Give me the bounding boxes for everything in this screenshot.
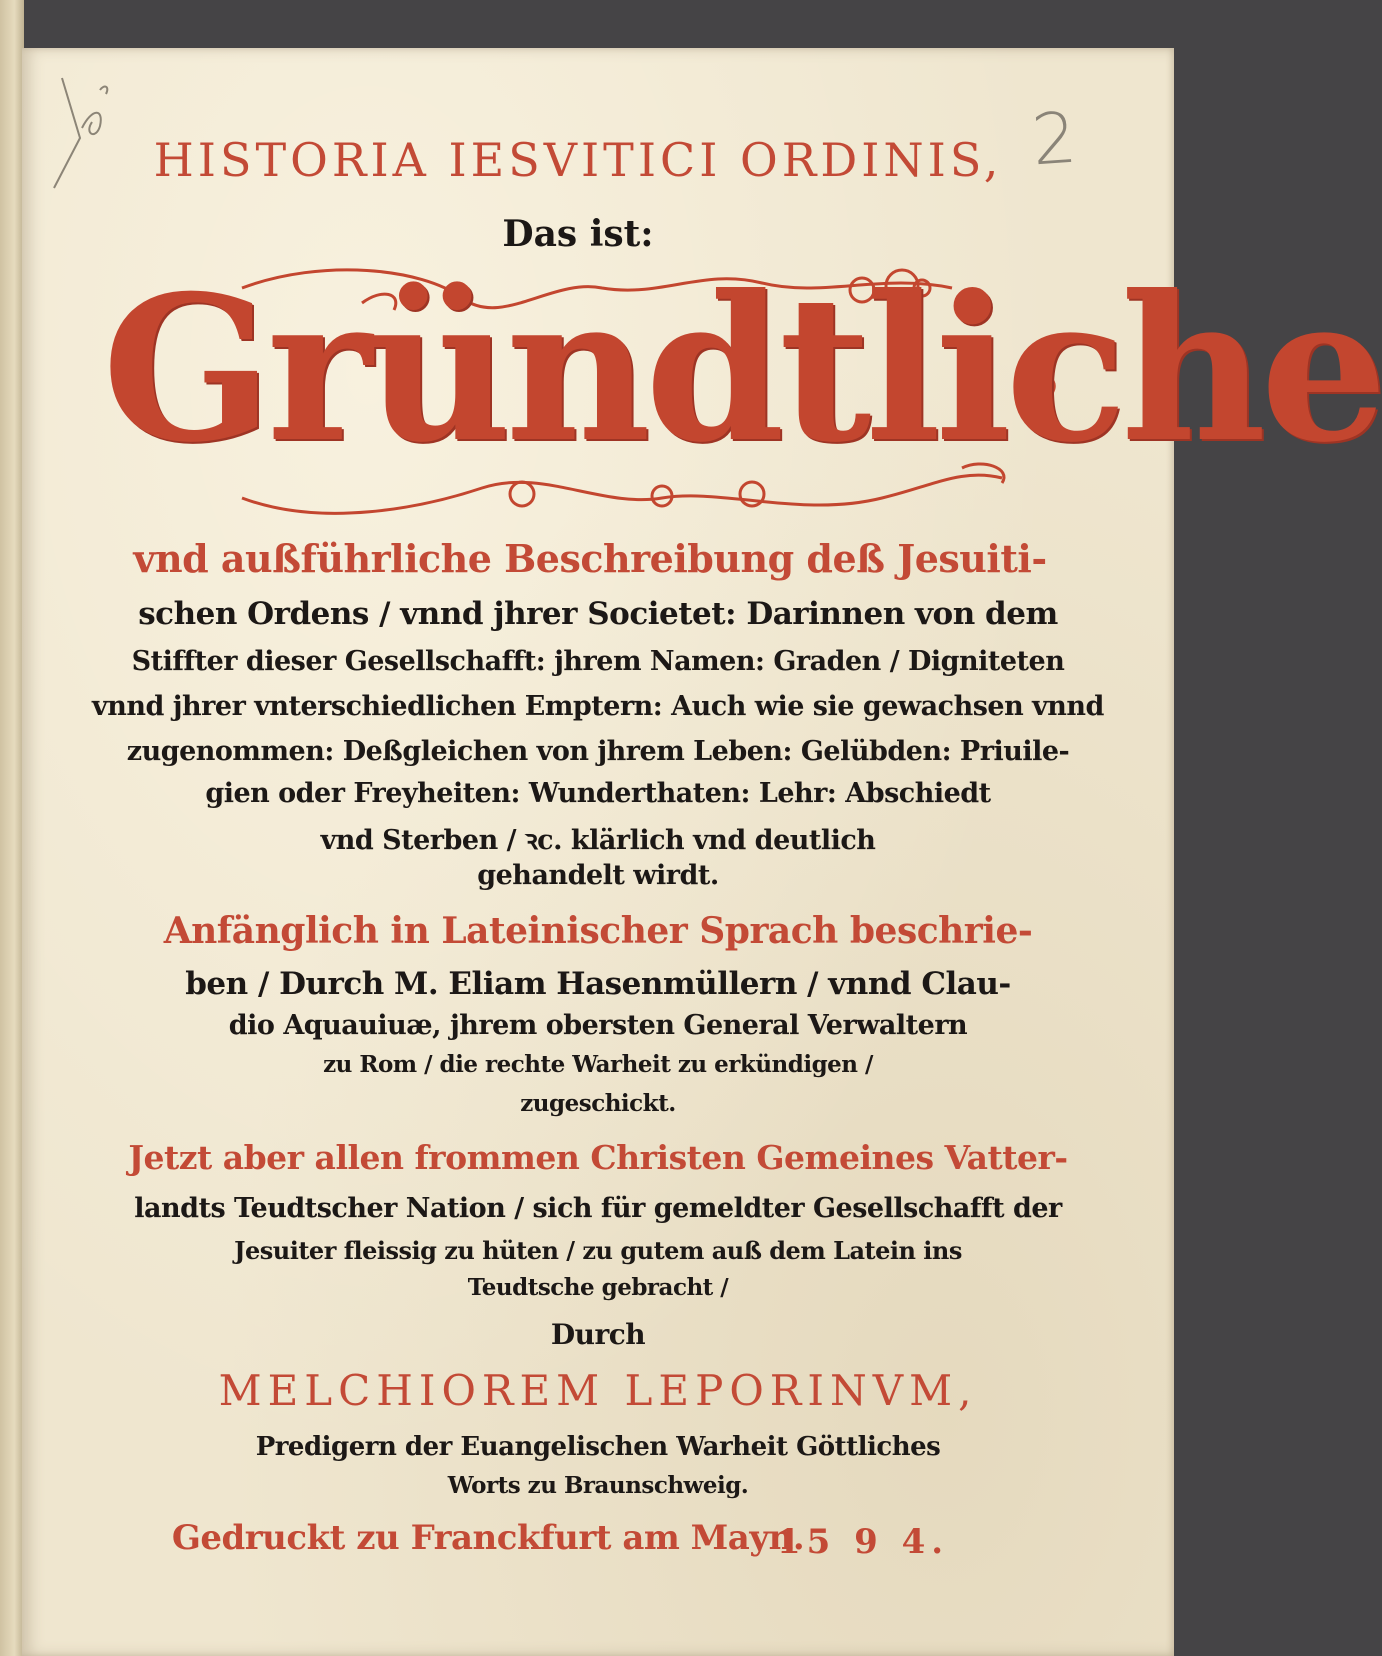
- das-ist-line: Das ist:: [502, 213, 654, 255]
- durch-line: Durch: [550, 1318, 646, 1351]
- description-line: gehandelt wirdt.: [477, 860, 719, 891]
- shelf-number-annotation: 2: [1029, 96, 1080, 182]
- origin-line: dio Aquauiuæ, jhrem obersten General Verwaltern: [228, 1010, 968, 1041]
- latin-title: HISTORIA IESVITICI ORDINIS,: [153, 133, 1003, 187]
- imprint-red-line: Gedruckt zu Franckfurt am Mayn.: [171, 1518, 805, 1558]
- title-page: [22, 48, 1382, 1656]
- dedication-line: landts Teudtscher Nation / sich für gemeldter Gesellschafft der: [134, 1193, 1062, 1224]
- translator-line: Worts zu Braunschweig.: [447, 1472, 749, 1499]
- imprint-year: 15 9 4.: [777, 1522, 950, 1562]
- subtitle-red-line: vnd außführliche Beschreibung deß Jesuiti-: [133, 536, 1047, 581]
- origin-red-line: Anfänglich in Lateinischer Sprach beschrie-: [163, 910, 1033, 952]
- description-line: Stiffter dieser Gesellschafft: jhrem Namen: Graden / Digniteten: [131, 646, 1065, 677]
- description-line: vnnd jhrer vnterschiedlichen Emptern: Auch wie sie gewachsen vnnd: [92, 691, 1104, 722]
- origin-line: zugeschickt.: [520, 1090, 676, 1117]
- description-line: zugenommen: Deßgleichen von jhrem Leben: Gelübden: Priuile-: [126, 736, 1070, 767]
- origin-line: ben / Durch M. Eliam Hasenmüllern / vnnd Clau-: [185, 966, 1011, 1002]
- origin-line: zu Rom / die rechte Warheit zu erkündigen /: [323, 1051, 873, 1078]
- dedication-line: Teudtsche gebracht /: [467, 1274, 729, 1301]
- description-line: vnd Sterben / ꝛc. klärlich vnd deutlich: [320, 825, 876, 856]
- translator-line: Predigern der Euangelischen Warheit Göttliches: [255, 1432, 941, 1462]
- translator-name: MELCHIOREM LEPORINVM,: [218, 1366, 978, 1415]
- description-line: schen Ordens / vnnd jhrer Societet: Darinnen von dem: [138, 596, 1058, 632]
- main-title-word: Gründtliche: [102, 252, 1382, 487]
- dedication-red-line: Jetzt aber allen frommen Christen Gemeines Vatter-: [128, 1138, 1068, 1177]
- description-line: gien oder Freyheiten: Wunderthaten: Lehr: Abschiedt: [205, 778, 991, 809]
- dedication-line: Jesuiter fleissig zu hüten / zu gutem auß dem Latein ins: [234, 1236, 962, 1265]
